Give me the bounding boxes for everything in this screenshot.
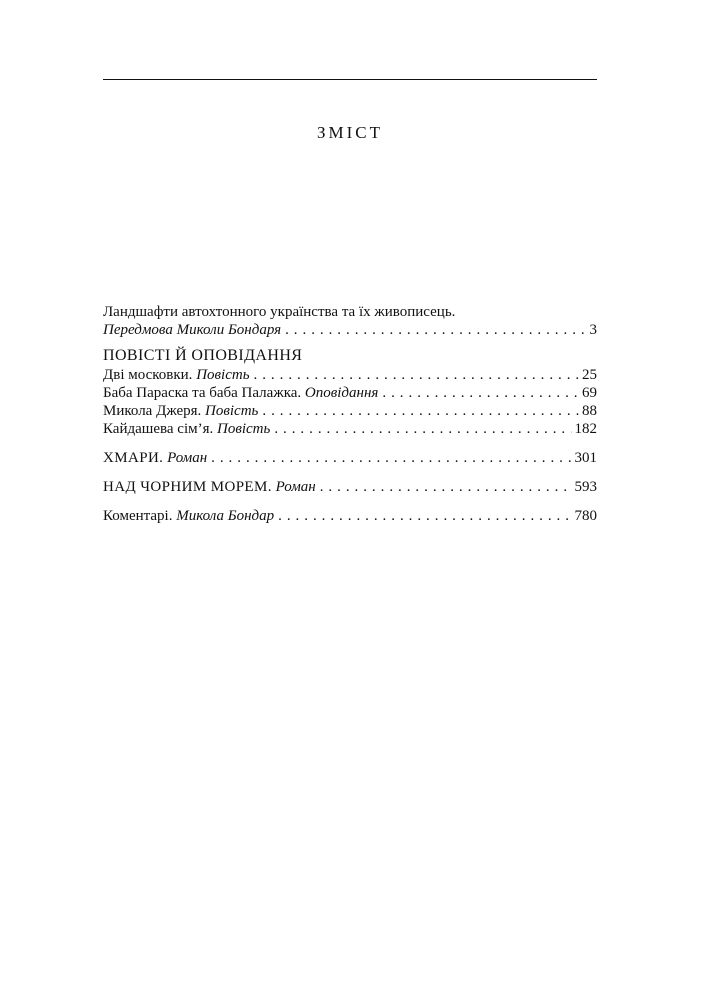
preface-entry-line2[interactable] (103, 321, 597, 339)
novel-genre: Роман (275, 479, 316, 495)
entry-genre: Повість (196, 367, 250, 383)
novel-entry[interactable] (103, 449, 597, 467)
commentary-author: Микола Бондар (176, 508, 275, 524)
novel-title: ХМАРИ. (103, 450, 164, 466)
novel-entry[interactable] (103, 478, 597, 496)
entry-page: 88 (582, 403, 597, 419)
entry-title: Микола Джеря. (103, 403, 202, 419)
entry-page: 25 (582, 367, 597, 383)
top-rule (103, 79, 597, 80)
table-of-contents (103, 303, 597, 525)
leader-dots (262, 402, 579, 420)
preface-author: Передмова Миколи Бондаря (103, 322, 282, 338)
entry-genre: Повість (205, 403, 259, 419)
novel-page: 593 (574, 479, 597, 495)
leader-dots (254, 366, 579, 384)
entry-title: Баба Параска та баба Палажка. (103, 385, 302, 401)
leader-dots (382, 384, 579, 402)
entry-genre: Оповідання (304, 385, 379, 401)
toc-entry[interactable] (103, 402, 597, 420)
leader-dots (320, 478, 572, 496)
entry-title: Кайдашева сім’я. (103, 421, 214, 437)
preface-entry-line1 (103, 303, 597, 321)
commentary-entry[interactable] (103, 507, 597, 525)
leader-dots (211, 449, 571, 467)
leader-dots (274, 420, 571, 438)
commentary-title: Коментарі. (103, 508, 173, 524)
preface-page: 3 (589, 322, 597, 338)
novel-genre: Роман (167, 450, 208, 466)
entry-genre: Повість (217, 421, 271, 437)
toc-entry[interactable] (103, 366, 597, 384)
leader-dots (285, 321, 586, 339)
page-title: ЗМІСТ (316, 123, 384, 142)
section-heading: ПОВІСТІ Й ОПОВІДАННЯ (103, 347, 303, 364)
leader-dots (278, 507, 571, 525)
toc-entry[interactable] (103, 384, 597, 402)
commentary-page: 780 (574, 508, 597, 524)
entry-page: 182 (574, 421, 597, 437)
entry-title: Дві московки. (103, 367, 193, 383)
novel-title: НАД ЧОРНИМ МОРЕМ. (103, 479, 272, 495)
entry-page: 69 (582, 385, 597, 401)
toc-entry[interactable] (103, 420, 597, 438)
novel-page: 301 (574, 450, 597, 466)
preface-title: Ландшафти автохтонного українства та їх живописець. (103, 304, 456, 320)
